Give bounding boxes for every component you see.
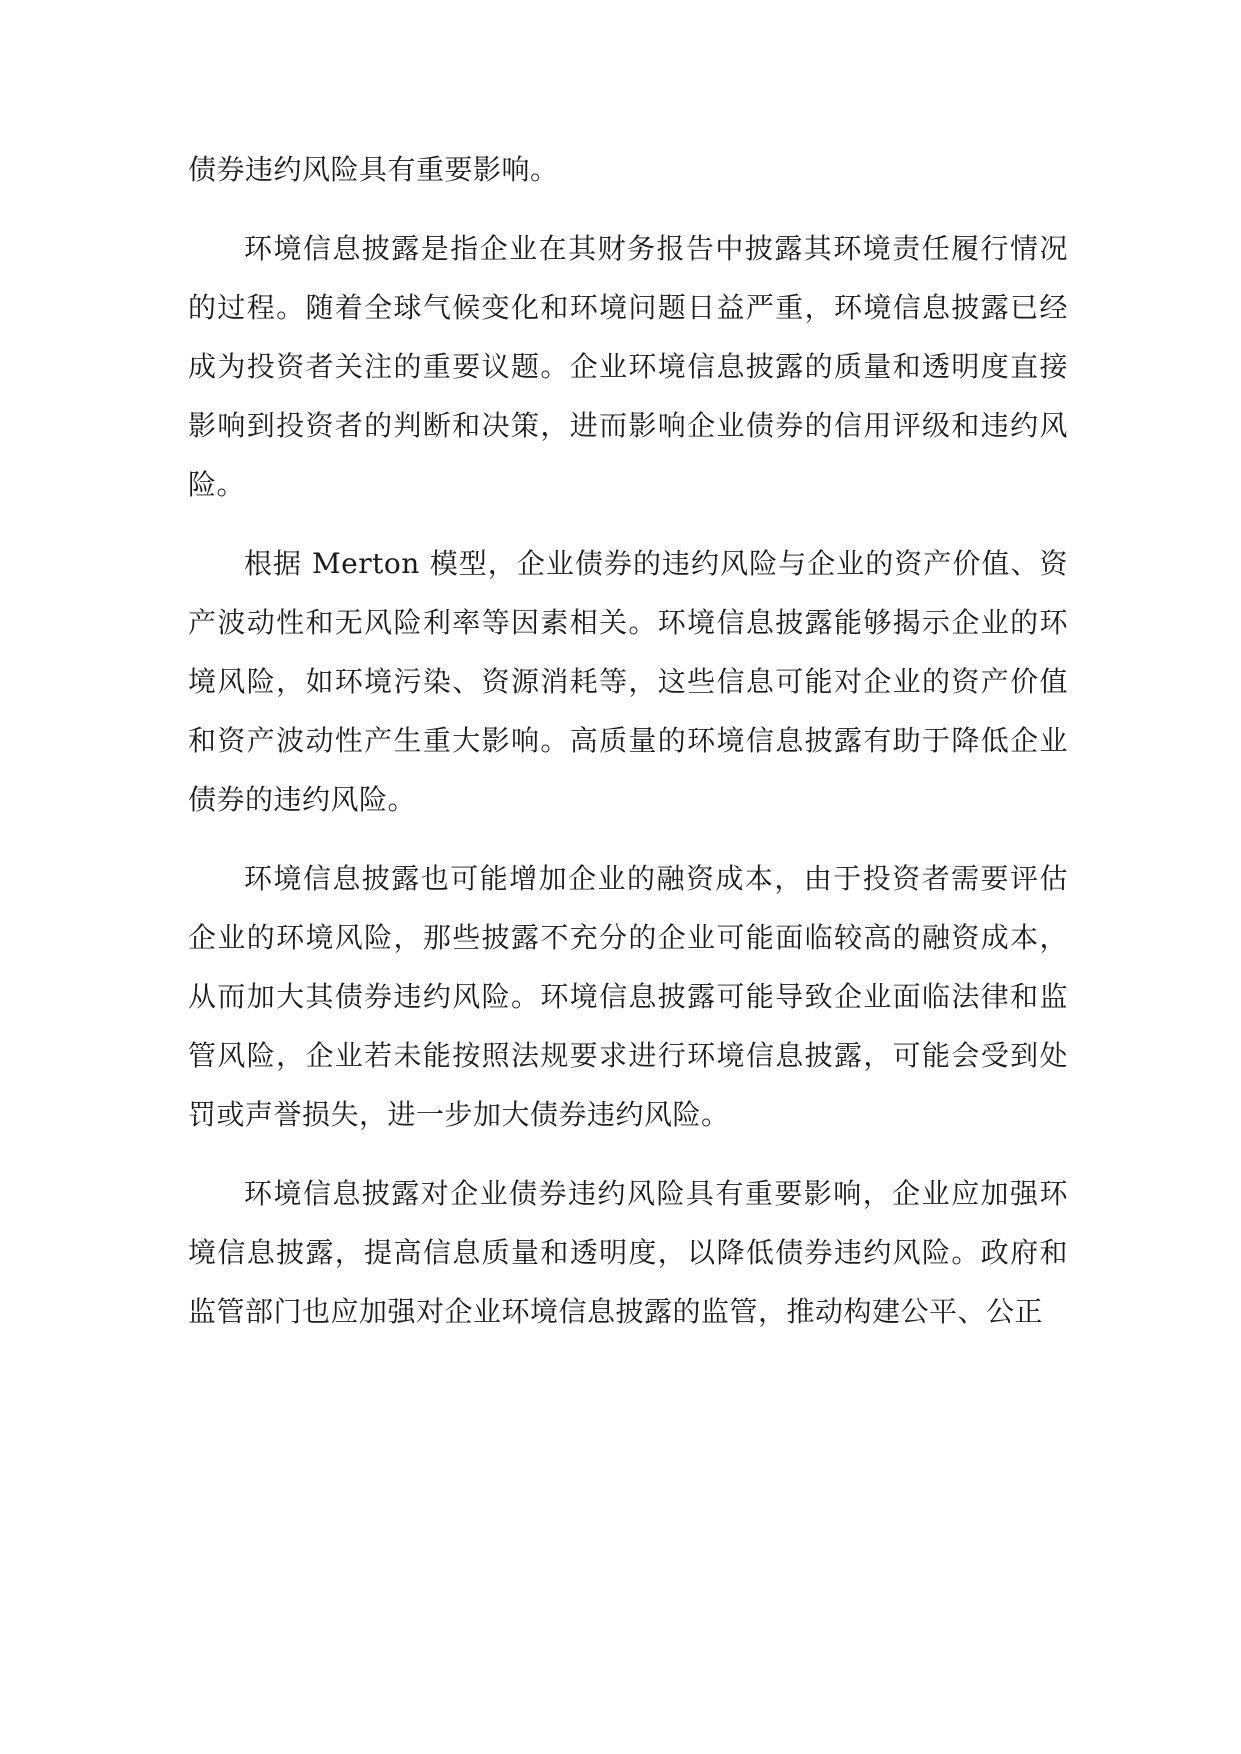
- paragraph-conclusion: 环境信息披露对企业债券违约风险具有重要影响，企业应加强环境信息披露，提高信息质量和透明度，以降低债券违约风险。政府和监管部门也应加强对企业环境信息披露的监管，推动构建公平、公正: [188, 1177, 1068, 1328]
- document-body: [188, 140, 1068, 1341]
- paragraph-disclosure-definition: 环境信息披露是指企业在其财务报告中披露其环境责任履行情况的过程。随着全球气候变化和环境问题日益严重，环境信息披露已经成为投资者关注的重要议题。企业环境信息披露的质量和透明度直接影响到投资者的判断和决策，进而影响企业债券的信用评级和违约风险。: [188, 232, 1068, 501]
- paragraph-merton-model: 根据 Merton 模型，企业债券的违约风险与企业的资产价值、资产波动性和无风险利率等因素相关。环境信息披露能够揭示企业的环境风险，如环境污染、资源消耗等，这些信息可能对企业的资产价值和资产波动性产生重大影响。高质量的环境信息披露有助于降低企业债券的违约风险。: [188, 547, 1068, 816]
- paragraph-financing-cost: 环境信息披露也可能增加企业的融资成本，由于投资者需要评估企业的环境风险，那些披露不充分的企业可能面临较高的融资成本，从而加大其债券违约风险。环境信息披露可能导致企业面临法律和监管风险，企业若未能按照法规要求进行环境信息披露，可能会受到处罚或声誉损失，进一步加大债券违约风险。: [188, 862, 1068, 1131]
- paragraph-continuation: 债券违约风险具有重要影响。: [188, 153, 559, 186]
